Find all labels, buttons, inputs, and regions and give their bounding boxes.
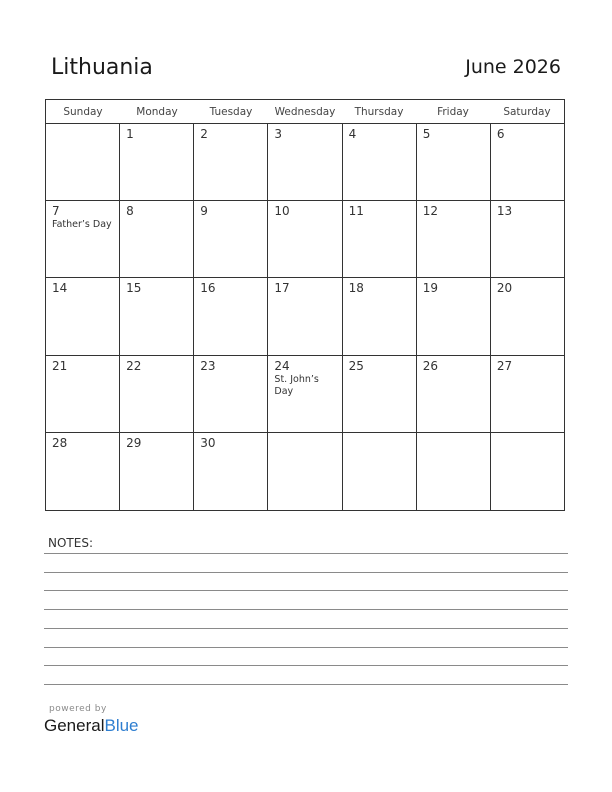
note-line — [44, 647, 568, 648]
day-number: 29 — [126, 435, 142, 450]
note-line — [44, 684, 568, 685]
week-row — [46, 201, 564, 278]
holiday-label: Father’s Day — [52, 219, 112, 231]
day-cell[interactable] — [491, 124, 564, 200]
day-number: 1 — [126, 127, 134, 141]
day-number: 24 — [274, 358, 290, 373]
day-cell[interactable] — [194, 201, 268, 277]
day-number: 17 — [274, 281, 290, 296]
week-row — [46, 124, 564, 201]
generalblue-logo[interactable] — [44, 716, 139, 736]
day-number: 14 — [52, 281, 68, 296]
day-number: 7 — [52, 204, 60, 219]
day-number: 21 — [52, 358, 68, 373]
day-cell[interactable] — [120, 356, 194, 432]
day-cell[interactable] — [268, 356, 342, 432]
day-cell[interactable] — [268, 201, 342, 277]
day-cell[interactable] — [417, 433, 491, 510]
weekday-header — [46, 100, 564, 124]
logo-blue-text: Blue — [104, 716, 139, 735]
weekday-wednesday: Wednesday — [274, 106, 336, 118]
day-cell[interactable] — [46, 433, 120, 510]
note-line — [44, 609, 568, 610]
calendar-grid — [45, 99, 565, 511]
day-number: 20 — [496, 281, 513, 296]
day-cell[interactable] — [491, 278, 564, 354]
day-number: 16 — [200, 281, 216, 296]
day-number: 18 — [348, 281, 364, 296]
day-cell[interactable] — [491, 201, 564, 277]
weekday-tuesday: Tuesday — [209, 106, 253, 118]
day-cell[interactable] — [46, 278, 120, 354]
weekday-friday: Friday — [437, 106, 469, 118]
day-number: 13 — [496, 204, 513, 219]
day-number: 5 — [422, 127, 431, 141]
day-cell[interactable] — [417, 201, 491, 277]
week-row — [46, 433, 564, 510]
note-line — [44, 628, 568, 629]
day-cell[interactable] — [46, 201, 120, 277]
note-line — [44, 572, 568, 573]
week-row — [46, 356, 564, 433]
day-cell[interactable] — [120, 201, 194, 277]
note-line — [44, 665, 568, 666]
day-number: 30 — [200, 435, 216, 450]
day-cell[interactable] — [46, 124, 120, 200]
day-cell[interactable] — [417, 124, 491, 200]
day-cell[interactable] — [268, 433, 342, 510]
weekday-saturday: Saturday — [503, 106, 551, 118]
day-number: 11 — [348, 204, 364, 219]
day-number: 10 — [274, 204, 290, 219]
weekday-sunday: Sunday — [63, 106, 103, 118]
notes-label: NOTES: — [48, 536, 93, 550]
day-cell[interactable] — [120, 433, 194, 510]
day-number: 19 — [422, 281, 438, 296]
day-cell[interactable] — [417, 278, 491, 354]
calendar-weeks — [46, 124, 564, 510]
day-number: 4 — [348, 127, 357, 141]
day-cell[interactable] — [417, 356, 491, 432]
day-number: 3 — [274, 127, 283, 141]
day-cell[interactable] — [491, 356, 564, 432]
day-cell[interactable] — [343, 201, 417, 277]
week-row — [46, 278, 564, 355]
day-number: 12 — [422, 204, 438, 219]
day-cell[interactable] — [268, 124, 342, 200]
powered-by-text: powered by — [49, 704, 107, 714]
day-number: 23 — [200, 358, 216, 373]
month-title: June 2026 — [465, 56, 561, 78]
day-cell[interactable] — [46, 356, 120, 432]
day-number: 15 — [126, 281, 142, 296]
day-number: 2 — [200, 127, 208, 141]
day-cell[interactable] — [343, 278, 417, 354]
day-number: 28 — [52, 435, 68, 450]
note-line — [44, 590, 568, 591]
day-number: 9 — [200, 204, 208, 219]
note-line — [44, 553, 568, 554]
day-cell[interactable] — [120, 278, 194, 354]
weekday-monday: Monday — [136, 106, 178, 118]
day-number: 22 — [126, 358, 142, 373]
day-cell[interactable] — [343, 124, 417, 200]
holiday-label: St. John’s Day — [274, 373, 319, 397]
day-number: 25 — [348, 358, 364, 373]
day-cell[interactable] — [491, 433, 564, 510]
day-number: 8 — [126, 204, 134, 219]
day-cell[interactable] — [194, 278, 268, 354]
day-number: 26 — [422, 358, 438, 373]
day-cell[interactable] — [194, 356, 268, 432]
day-cell[interactable] — [343, 356, 417, 432]
day-cell[interactable] — [120, 124, 194, 200]
day-cell[interactable] — [343, 433, 417, 510]
day-number: 27 — [496, 358, 513, 373]
day-cell[interactable] — [194, 124, 268, 200]
day-cell[interactable] — [194, 433, 268, 510]
logo-general-text: General — [44, 716, 105, 735]
day-number: 6 — [496, 127, 505, 141]
weekday-thursday: Thursday — [354, 106, 404, 118]
day-cell[interactable] — [268, 278, 342, 354]
country-title: Lithuania — [51, 55, 153, 80]
